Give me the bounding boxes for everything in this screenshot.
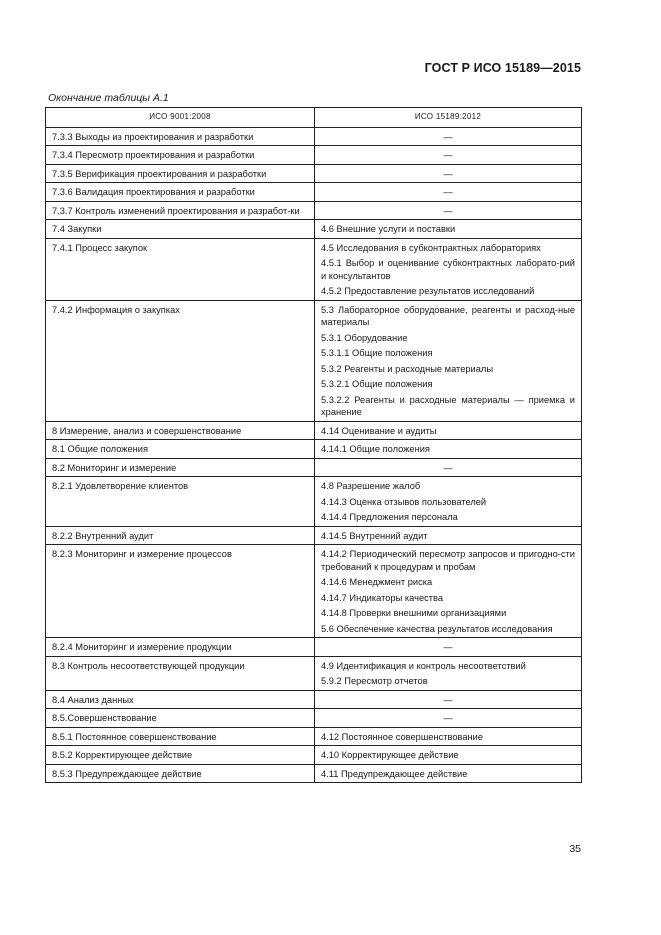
table-row xyxy=(46,220,582,239)
iso9001-clause-cell: 8.2.3 Мониторинг и измерение процессов xyxy=(46,545,315,638)
no-correspondence-dash: — xyxy=(443,187,453,197)
iso15189-clause-cell xyxy=(315,477,582,527)
no-correspondence-dash: — xyxy=(443,694,453,705)
document-standard-title: ГОСТ Р ИСО 15189—2015 xyxy=(424,61,581,75)
table-row xyxy=(46,127,582,146)
iso9001-clause-cell: 7.3.5 Верификация проектирования и разработки xyxy=(46,164,315,183)
iso15189-clause-line: 4.14 Оценивание и аудиты xyxy=(321,425,437,436)
iso15189-clause-line: 4.12 Постоянное совершенствование xyxy=(321,731,484,742)
table-row xyxy=(46,656,582,690)
table-caption: Окончание таблицы А.1 xyxy=(48,92,169,104)
table-row xyxy=(46,146,582,165)
iso15189-clause-cell xyxy=(315,127,582,146)
iso9001-clause-cell: 8.5.2 Корректирующее действие xyxy=(46,746,315,765)
iso9001-clause-cell: 7.4.2 Информация о закупках xyxy=(46,300,315,421)
no-correspondence-dash: — xyxy=(443,150,453,160)
no-correspondence-dash: — xyxy=(443,168,453,179)
iso9001-clause-cell: 7.4.1 Процесс закупок xyxy=(46,238,315,300)
table-row xyxy=(46,164,582,183)
iso15189-clause-cell xyxy=(315,709,582,728)
iso15189-clause-line: 4.14.8 Проверки внешними организациями xyxy=(321,608,507,618)
iso15189-clause-cell xyxy=(315,201,582,220)
iso15189-clause-line: 4.14.1 Общие положения xyxy=(321,444,430,454)
iso15189-clause-line: 4.5.2 Предоставление результатов исследований xyxy=(321,286,535,296)
iso15189-clause-cell xyxy=(315,727,582,746)
iso15189-clause-line: 5.9.2 Пересмотр отчетов xyxy=(321,676,428,686)
iso15189-clause-line: 4.8 Разрешение жалоб xyxy=(321,481,421,491)
iso15189-clause-cell xyxy=(315,545,582,638)
iso15189-clause-cell xyxy=(315,220,582,239)
iso15189-clause-cell xyxy=(315,656,582,690)
iso15189-clause-line: 5.3.2.2 Реагенты и расходные материалы — приемка и хранение xyxy=(321,394,575,417)
iso9001-clause-cell: 8.2.2 Внутренний аудит xyxy=(46,526,315,545)
table-row xyxy=(46,440,582,459)
table-row xyxy=(46,183,582,202)
iso9001-clause-cell: 8.5.1 Постоянное совершенствование xyxy=(46,727,315,746)
iso15189-clause-line: 4.14.4 Предложения персонала xyxy=(321,512,458,522)
iso9001-clause-cell: 7.4 Закупки xyxy=(46,220,315,239)
iso15189-clause-line: 5.3.1.1 Общие положения xyxy=(321,348,433,358)
table-row xyxy=(46,746,582,765)
table-row xyxy=(46,638,582,657)
iso15189-clause-cell xyxy=(315,526,582,545)
iso9001-clause-cell: 7.3.6 Валидация проектирования и разработки xyxy=(46,183,315,202)
iso9001-clause-cell: 7.3.7 Контроль изменений проектирования и разработ-ки xyxy=(46,201,315,220)
table-row xyxy=(46,477,582,527)
table-row xyxy=(46,545,582,638)
table-row xyxy=(46,458,582,477)
iso15189-clause-cell xyxy=(315,458,582,477)
table-row xyxy=(46,300,582,421)
iso15189-clause-line: 5.3 Лабораторное оборудование, реагенты и расход-ные материалы xyxy=(321,304,575,327)
table-row xyxy=(46,709,582,728)
table-header-row xyxy=(46,108,582,128)
iso15189-clause-cell xyxy=(315,764,582,783)
table-row xyxy=(46,238,582,300)
iso15189-clause-line: 4.9 Идентификация и контроль несоответствий xyxy=(321,660,526,671)
no-correspondence-dash: — xyxy=(443,131,453,142)
iso15189-clause-cell xyxy=(315,440,582,459)
iso15189-clause-cell xyxy=(315,300,582,421)
iso15189-clause-line: 4.14.6 Менеджмент риска xyxy=(321,577,433,587)
iso9001-clause-cell: 8 Измерение, анализ и совершенствование xyxy=(46,421,315,440)
table-row xyxy=(46,526,582,545)
correspondence-table xyxy=(45,107,582,783)
no-correspondence-dash: — xyxy=(443,713,453,723)
iso9001-clause-cell: 8.2.1 Удовлетворение клиентов xyxy=(46,477,315,527)
iso9001-clause-cell: 7.3.4 Пересмотр проектирования и разработки xyxy=(46,146,315,165)
iso9001-clause-cell: 7.3.3 Выходы из проектирования и разработки xyxy=(46,127,315,146)
iso15189-clause-cell xyxy=(315,146,582,165)
column-header-iso9001: ИСО 9001:2008 xyxy=(46,108,315,128)
table-body xyxy=(46,127,582,783)
iso9001-clause-cell: 8.1 Общие положения xyxy=(46,440,315,459)
iso15189-clause-line: 4.14.7 Индикаторы качества xyxy=(321,592,444,603)
iso15189-clause-line: 4.5 Исследования в субконтрактных лабораториях xyxy=(321,242,541,253)
iso9001-clause-cell: 8.2 Мониторинг и измерение xyxy=(46,458,315,477)
no-correspondence-dash: — xyxy=(443,642,453,652)
iso9001-clause-cell: 8.2.4 Мониторинг и измерение продукции xyxy=(46,638,315,657)
no-correspondence-dash: — xyxy=(443,205,453,216)
table-row xyxy=(46,727,582,746)
iso15189-clause-line: 4.6 Внешние услуги и поставки xyxy=(321,224,456,234)
iso15189-clause-line: 5.3.2 Реагенты и расходные материалы xyxy=(321,363,494,374)
iso15189-clause-cell xyxy=(315,746,582,765)
iso9001-clause-cell: 8.5.3 Предупреждающее действие xyxy=(46,764,315,783)
iso9001-clause-cell: 8.5.Совершенствование xyxy=(46,709,315,728)
iso9001-clause-cell: 8.3 Контроль несоответствующей продукции xyxy=(46,656,315,690)
iso15189-clause-cell xyxy=(315,238,582,300)
table-row xyxy=(46,201,582,220)
table-row xyxy=(46,421,582,440)
table-row xyxy=(46,764,582,783)
iso9001-clause-cell: 8.4 Анализ данных xyxy=(46,690,315,709)
no-correspondence-dash: — xyxy=(443,462,453,473)
page-number: 35 xyxy=(569,843,581,855)
iso15189-clause-line: 5.6 Обеспечение качества результатов исследования xyxy=(321,623,553,634)
iso15189-clause-cell xyxy=(315,690,582,709)
iso15189-clause-line: 4.11 Предупреждающее действие xyxy=(321,768,468,779)
iso15189-clause-line: 5.3.1 Оборудование xyxy=(321,332,408,343)
iso15189-clause-line: 5.3.2.1 Общие положения xyxy=(321,379,433,389)
iso15189-clause-line: 4.14.2 Периодический пересмотр запросов и пригодно-сти требований к процедурам и пробам xyxy=(321,549,575,572)
iso15189-clause-cell xyxy=(315,164,582,183)
iso15189-clause-line: 4.10 Корректирующее действие xyxy=(321,750,459,760)
iso15189-clause-line: 4.14.5 Внутренний аудит xyxy=(321,530,428,541)
iso15189-clause-cell xyxy=(315,638,582,657)
iso15189-clause-line: 4.14.3 Оценка отзывов пользователей xyxy=(321,496,487,507)
iso15189-clause-cell xyxy=(315,421,582,440)
iso15189-clause-cell xyxy=(315,183,582,202)
column-header-iso15189: ИСО 15189:2012 xyxy=(315,108,582,128)
iso15189-clause-line: 4.5.1 Выбор и оценивание субконтрактных лаборато-рий и консультантов xyxy=(321,258,575,281)
table-row xyxy=(46,690,582,709)
